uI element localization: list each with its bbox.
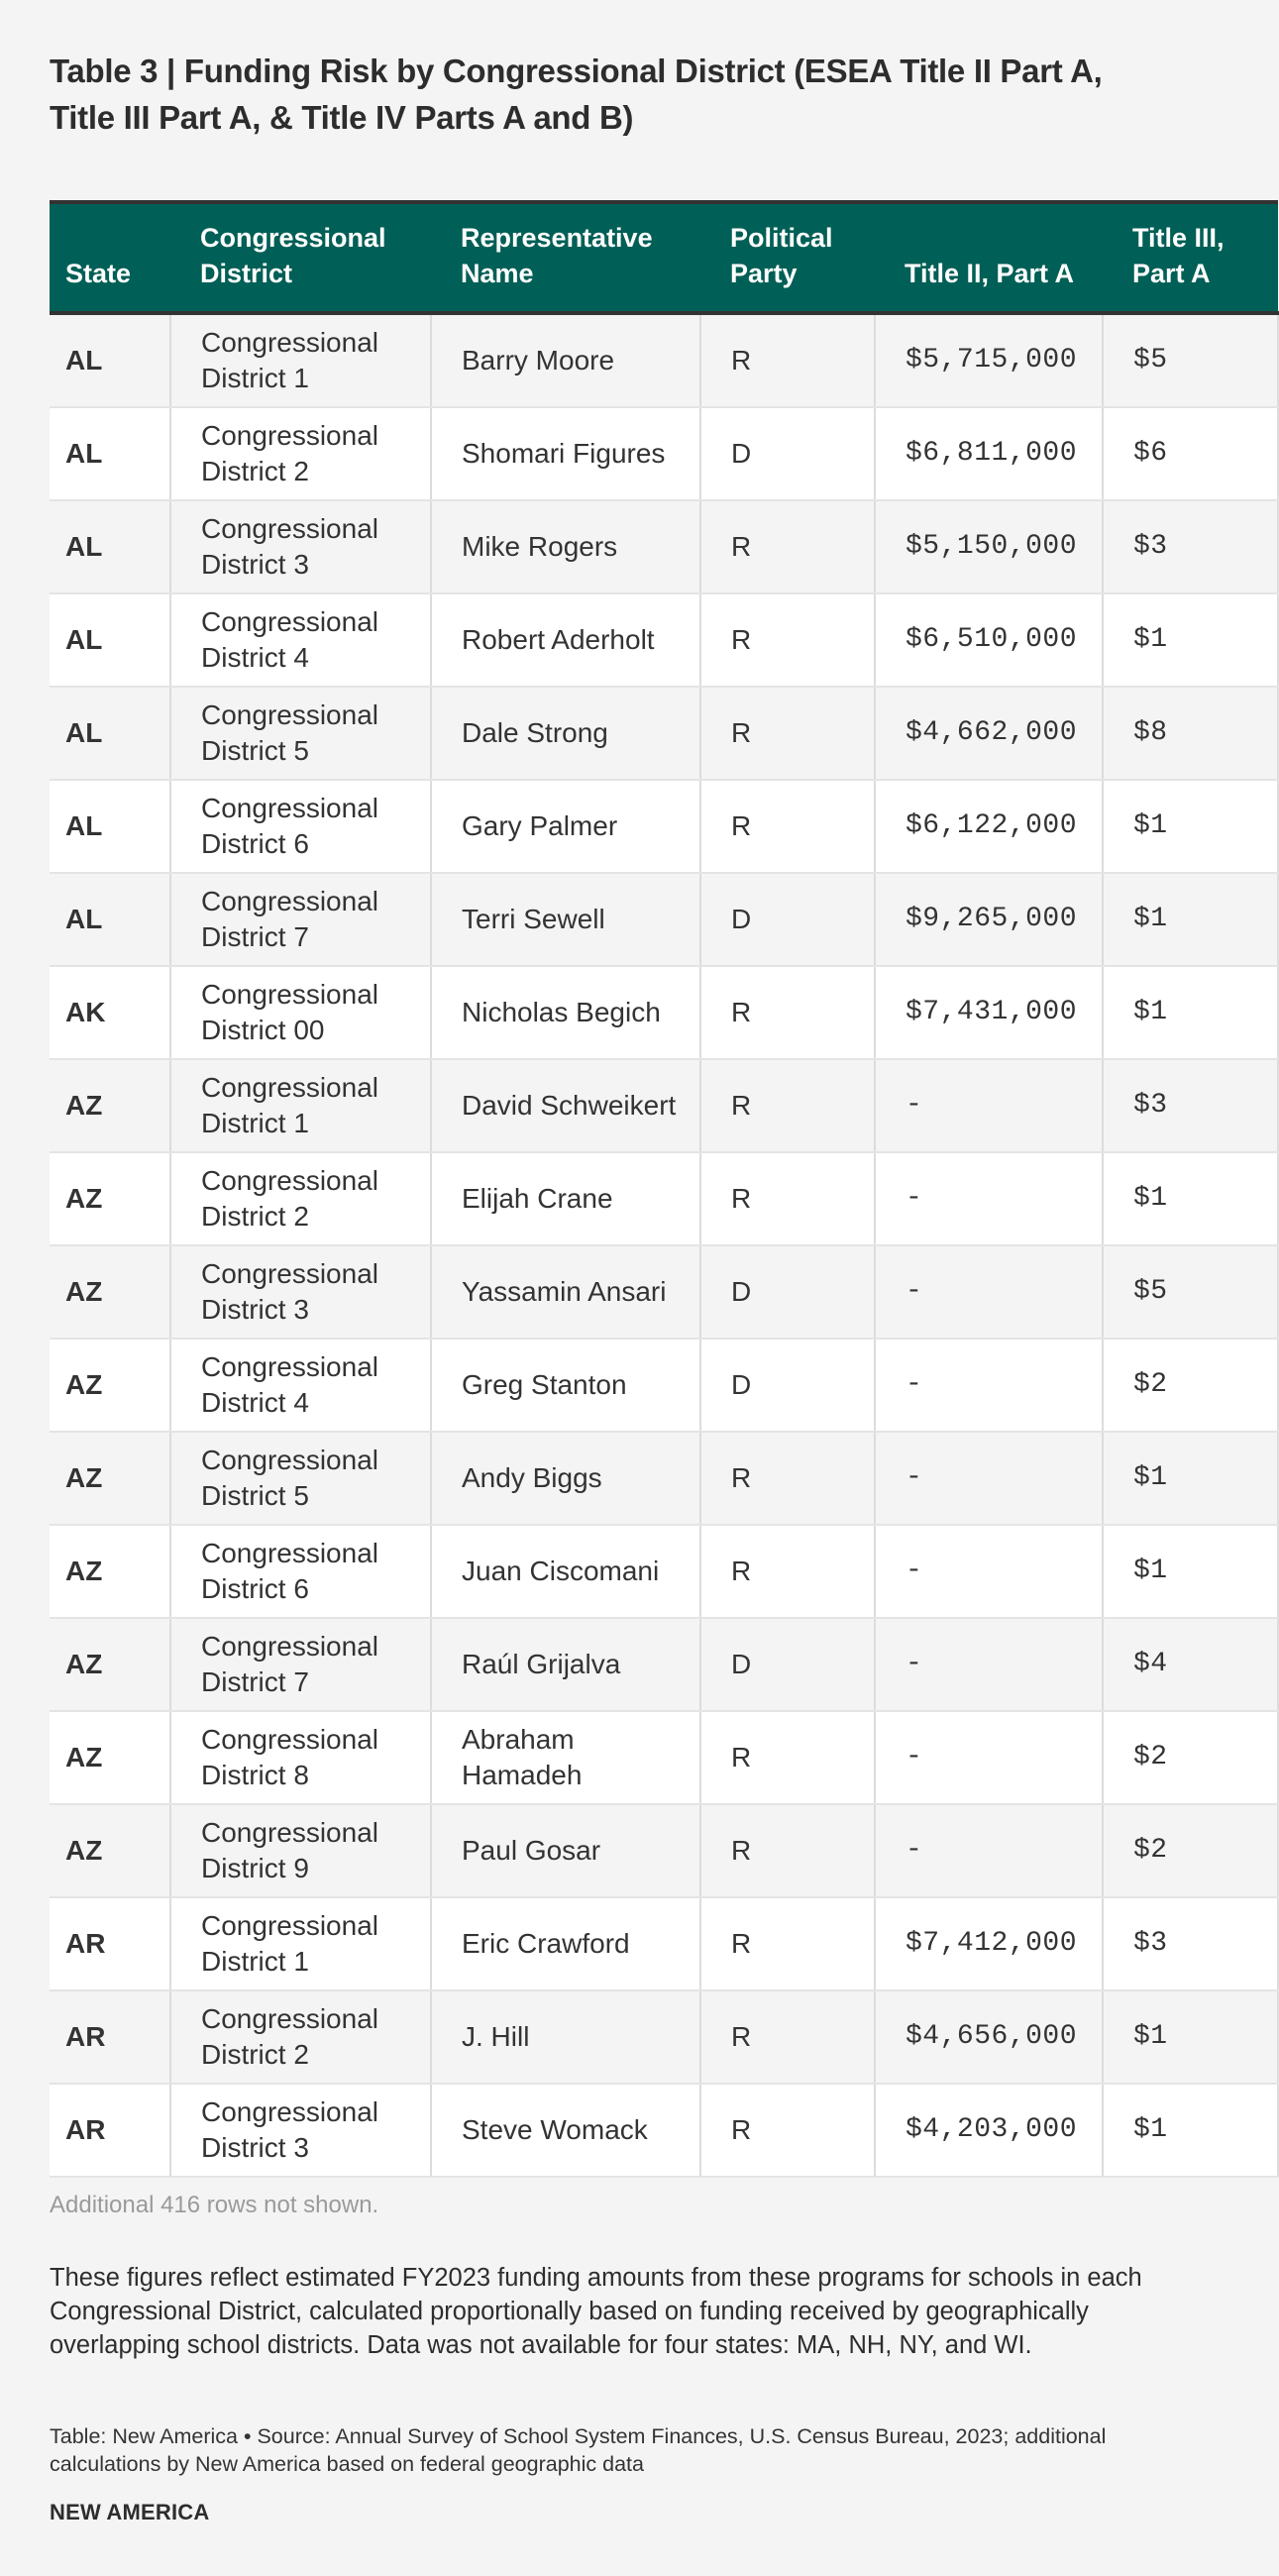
cell-title3a: $1 (1103, 966, 1278, 1059)
cell-party: R (700, 780, 875, 873)
cell-title3a: $2 (1103, 1804, 1278, 1897)
cell-representative: Yassamin Ansari (431, 1245, 700, 1339)
cell-title2a: $6,510,000 (875, 593, 1103, 687)
cell-district: Congressional District 1 (170, 1897, 431, 1990)
table-row (50, 687, 1278, 780)
table-header-row (50, 202, 1278, 313)
table-row (50, 1618, 1278, 1711)
cell-party: D (700, 1339, 875, 1432)
cell-state: AL (50, 500, 170, 593)
cell-party: R (700, 1990, 875, 2084)
table-row (50, 873, 1278, 966)
cell-district: Congressional District 9 (170, 1804, 431, 1897)
cell-district: Congressional District 1 (170, 1059, 431, 1152)
cell-state: AZ (50, 1339, 170, 1432)
cell-representative: Paul Gosar (431, 1804, 700, 1897)
cell-state: AL (50, 873, 170, 966)
cell-title3a: $1 (1103, 593, 1278, 687)
cell-party: R (700, 1711, 875, 1804)
cell-title2a: $5,150,000 (875, 500, 1103, 593)
cell-title2a: - (875, 1245, 1103, 1339)
cell-representative: David Schweikert (431, 1059, 700, 1152)
cell-representative: Elijah Crane (431, 1152, 700, 1245)
cell-representative: Barry Moore (431, 313, 700, 407)
cell-representative: Raúl Grijalva (431, 1618, 700, 1711)
data-table (50, 200, 1279, 2178)
cell-district: Congressional District 2 (170, 1152, 431, 1245)
cell-title3a: $1 (1103, 873, 1278, 966)
table-row (50, 1059, 1278, 1152)
cell-title2a: $4,656,000 (875, 1990, 1103, 2084)
cell-representative: Nicholas Begich (431, 966, 700, 1059)
cell-district: Congressional District 1 (170, 313, 431, 407)
cell-title2a: - (875, 1525, 1103, 1618)
cell-state: AZ (50, 1618, 170, 1711)
cell-title2a: $6,811,000 (875, 407, 1103, 500)
cell-title2a: $9,265,000 (875, 873, 1103, 966)
cell-party: R (700, 966, 875, 1059)
cell-representative: Greg Stanton (431, 1339, 700, 1432)
cell-party: D (700, 873, 875, 966)
cell-state: AL (50, 407, 170, 500)
table-row (50, 1525, 1278, 1618)
cell-title3a: $8 (1103, 687, 1278, 780)
cell-title3a: $1 (1103, 780, 1278, 873)
cell-state: AK (50, 966, 170, 1059)
cell-district: Congressional District 7 (170, 873, 431, 966)
table-row (50, 1152, 1278, 1245)
cell-party: D (700, 407, 875, 500)
cell-title3a: $2 (1103, 1711, 1278, 1804)
cell-representative: Abraham Hamadeh (431, 1711, 700, 1804)
cell-state: AZ (50, 1804, 170, 1897)
cell-title3a: $1 (1103, 1152, 1278, 1245)
data-table-container[interactable] (50, 200, 1225, 2178)
cell-state: AL (50, 593, 170, 687)
table-title: Table 3 | Funding Risk by Congressional District (ESEA Title II Part A, Title III Part A, & Title IV Parts A and B) (50, 53, 1103, 136)
cell-state: AL (50, 313, 170, 407)
table-notes: These figures reflect estimated FY2023 funding amounts from these programs for schools in each Congressional District, calculated proportionally based on funding received by geographically overlapping school districts. Data was not available for four states: MA, NH, NY, and WI. (50, 2264, 1142, 2359)
cell-district: Congressional District 3 (170, 1245, 431, 1339)
cell-state: AR (50, 1897, 170, 1990)
cell-state: AR (50, 2084, 170, 2177)
cell-state: AL (50, 780, 170, 873)
cell-title3a: $5 (1103, 1245, 1278, 1339)
cell-title2a: $7,431,000 (875, 966, 1103, 1059)
cell-title2a: $7,412,000 (875, 1897, 1103, 1990)
cell-district: Congressional District 8 (170, 1711, 431, 1804)
column-header-district[interactable]: Congressional District (170, 202, 431, 313)
table-row (50, 500, 1278, 593)
table-body (50, 313, 1278, 2177)
cell-title2a: - (875, 1339, 1103, 1432)
table-row (50, 1245, 1278, 1339)
cell-title2a: - (875, 1432, 1103, 1525)
cell-title3a: $1 (1103, 2084, 1278, 2177)
cell-title2a: - (875, 1152, 1103, 1245)
cell-representative: Shomari Figures (431, 407, 700, 500)
cell-title3a: $1 (1103, 1525, 1278, 1618)
cell-state: AR (50, 1990, 170, 2084)
cell-district: Congressional District 6 (170, 780, 431, 873)
cell-representative: Mike Rogers (431, 500, 700, 593)
cell-title2a: - (875, 1059, 1103, 1152)
cell-state: AZ (50, 1711, 170, 1804)
cell-state: AZ (50, 1432, 170, 1525)
cell-state: AZ (50, 1525, 170, 1618)
cell-state: AZ (50, 1152, 170, 1245)
cell-party: R (700, 593, 875, 687)
cell-title2a: $6,122,000 (875, 780, 1103, 873)
cell-state: AZ (50, 1059, 170, 1152)
cell-representative: J. Hill (431, 1990, 700, 2084)
column-header-title2a[interactable]: Title II, Part A (875, 202, 1103, 313)
cell-title3a: $6 (1103, 407, 1278, 500)
table-row (50, 1804, 1278, 1897)
cell-representative: Dale Strong (431, 687, 700, 780)
cell-representative: Juan Ciscomani (431, 1525, 700, 1618)
brand-logo: NEW AMERICA (50, 2500, 210, 2524)
cell-title2a: - (875, 1711, 1103, 1804)
cell-title2a: $5,715,000 (875, 313, 1103, 407)
cell-party: R (700, 1897, 875, 1990)
cell-title3a: $1 (1103, 1990, 1278, 2084)
cell-district: Congressional District 5 (170, 1432, 431, 1525)
table-row (50, 2084, 1278, 2177)
cell-title3a: $3 (1103, 1897, 1278, 1990)
cell-party: D (700, 1245, 875, 1339)
table-row (50, 313, 1278, 407)
cell-party: R (700, 500, 875, 593)
cell-title3a: $2 (1103, 1339, 1278, 1432)
table-row (50, 593, 1278, 687)
column-header-title3a[interactable]: Title III, Part A (1103, 202, 1278, 313)
cell-representative: Andy Biggs (431, 1432, 700, 1525)
cell-district: Congressional District 2 (170, 1990, 431, 2084)
cell-party: R (700, 2084, 875, 2177)
cell-district: Congressional District 2 (170, 407, 431, 500)
cell-party: R (700, 1804, 875, 1897)
source-credit: Table: New America • Source: Annual Survey of School System Finances, U.S. Census Bureau, 2023; additional calculations by New America based on federal geographic data (50, 2424, 1107, 2476)
table-row (50, 407, 1278, 500)
cell-party: D (700, 1618, 875, 1711)
column-header-state[interactable]: State (50, 202, 170, 313)
cell-title3a: $4 (1103, 1618, 1278, 1711)
column-header-representative[interactable]: Representative Name (431, 202, 700, 313)
cell-party: R (700, 687, 875, 780)
cell-state: AL (50, 687, 170, 780)
cell-representative: Terri Sewell (431, 873, 700, 966)
cell-representative: Steve Womack (431, 2084, 700, 2177)
cell-title3a: $1 (1103, 1432, 1278, 1525)
cell-party: R (700, 1525, 875, 1618)
cell-title2a: - (875, 1804, 1103, 1897)
cell-party: R (700, 1152, 875, 1245)
cell-representative: Eric Crawford (431, 1897, 700, 1990)
cell-title3a: $3 (1103, 500, 1278, 593)
cell-district: Congressional District 5 (170, 687, 431, 780)
table-row (50, 1897, 1278, 1990)
table-row (50, 1711, 1278, 1804)
cell-title3a: $3 (1103, 1059, 1278, 1152)
cell-district: Congressional District 4 (170, 593, 431, 687)
cell-district: Congressional District 00 (170, 966, 431, 1059)
cell-title2a: - (875, 1618, 1103, 1711)
cell-district: Congressional District 7 (170, 1618, 431, 1711)
cell-district: Congressional District 6 (170, 1525, 431, 1618)
cell-title3a: $5 (1103, 313, 1278, 407)
cell-title2a: $4,662,000 (875, 687, 1103, 780)
table-row (50, 780, 1278, 873)
cell-party: R (700, 1059, 875, 1152)
additional-rows-note: Additional 416 rows not shown. (50, 2192, 379, 2218)
table-row (50, 1990, 1278, 2084)
cell-title2a: $4,203,000 (875, 2084, 1103, 2177)
cell-district: Congressional District 3 (170, 2084, 431, 2177)
cell-party: R (700, 313, 875, 407)
cell-representative: Robert Aderholt (431, 593, 700, 687)
cell-party: R (700, 1432, 875, 1525)
cell-district: Congressional District 3 (170, 500, 431, 593)
table-row (50, 1339, 1278, 1432)
table-row (50, 966, 1278, 1059)
table-row (50, 1432, 1278, 1525)
cell-representative: Gary Palmer (431, 780, 700, 873)
cell-state: AZ (50, 1245, 170, 1339)
cell-district: Congressional District 4 (170, 1339, 431, 1432)
column-header-party[interactable]: Political Party (700, 202, 875, 313)
